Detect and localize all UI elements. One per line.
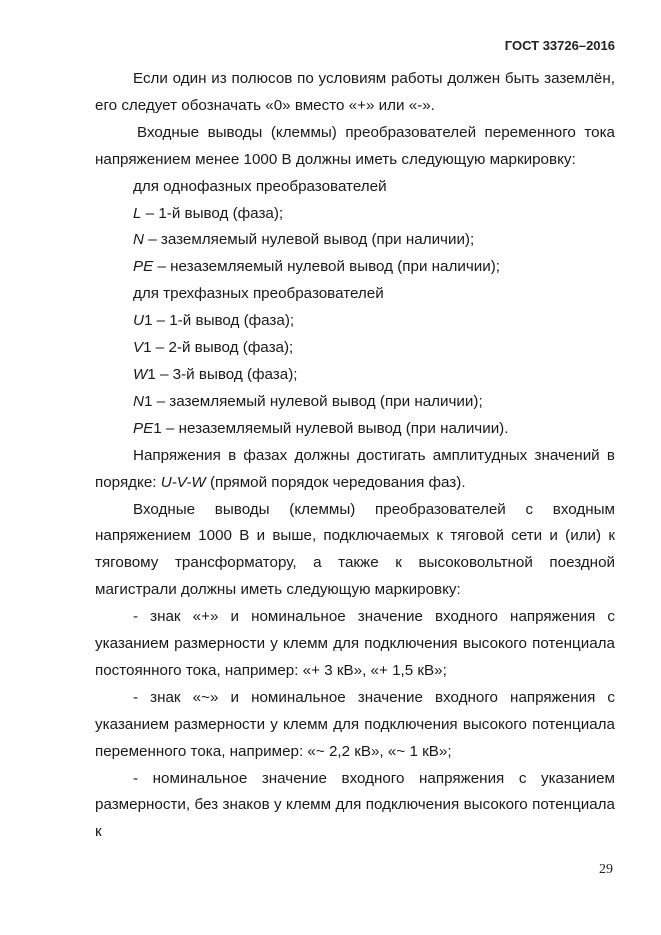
paragraph-dc-marking: - знак «+» и номинальное значение входного напряжения с указанием размерности у клемм для подключения высокого потенциала постоянного тока, например: «+ 3 кВ», «+ 1,5 кВ»; bbox=[95, 608, 615, 679]
list-item: PE1 – незаземляемый нулевой вывод (при наличии). bbox=[133, 419, 509, 437]
paragraph-grounding: Если один из полюсов по условиям работы должен быть заземлён, его следует обозначать «0» вместо «+» или «-». bbox=[95, 70, 615, 114]
three-phase-heading: для трехфазных преобразователей bbox=[133, 285, 384, 303]
document-code: ГОСТ 33726–2016 bbox=[504, 38, 615, 53]
list-item: W1 – 3-й вывод (фаза); bbox=[133, 365, 298, 383]
list-item: V1 – 2-й вывод (фаза); bbox=[133, 339, 294, 357]
body-text bbox=[95, 66, 615, 846]
paragraph-nominal-marking: - номинальное значение входного напряжения с указанием размерности, без знаков у клемм для подключения высокого потенциала к bbox=[95, 769, 615, 841]
list-item: L – 1-й вывод (фаза); bbox=[133, 204, 284, 222]
list-item: N – заземляемый нулевой вывод (при наличии); bbox=[133, 231, 475, 249]
paragraph-ac-marking: - знак «~» и номинальное значение входного напряжения с указанием размерности у клемм для подключения высокого потенциала переменного тока, например: «~ 2,2 кВ», «~ 1 кВ»; bbox=[95, 688, 615, 760]
list-item: U1 – 1-й вывод (фаза); bbox=[133, 312, 295, 330]
list-item: PE – незаземляемый нулевой вывод (при наличии); bbox=[133, 258, 501, 276]
single-phase-heading: для однофазных преобразователей bbox=[133, 177, 387, 195]
paragraph-phase-order: Напряжения в фазах должны достигать амплитудных значений в порядке: U-V-W (прямой порядок чередования фаз). bbox=[95, 446, 615, 491]
paragraph-ac-terminals: Входные выводы (клеммы) преобразователей переменного тока напряжением менее 1000 В должны иметь следующую маркировку: bbox=[95, 123, 615, 168]
list-item: N1 – заземляемый нулевой вывод (при наличии); bbox=[133, 392, 483, 410]
paragraph-hv-terminals: Входные выводы (клеммы) преобразователей с входным напряжением 1000 В и выше, подключаемых к тяговой сети и (или) к тяговому трансформатору, а также к высоковольтной поездной магистрали должны иметь следующую маркировку: bbox=[95, 500, 615, 599]
page-number: 29 bbox=[599, 862, 613, 877]
